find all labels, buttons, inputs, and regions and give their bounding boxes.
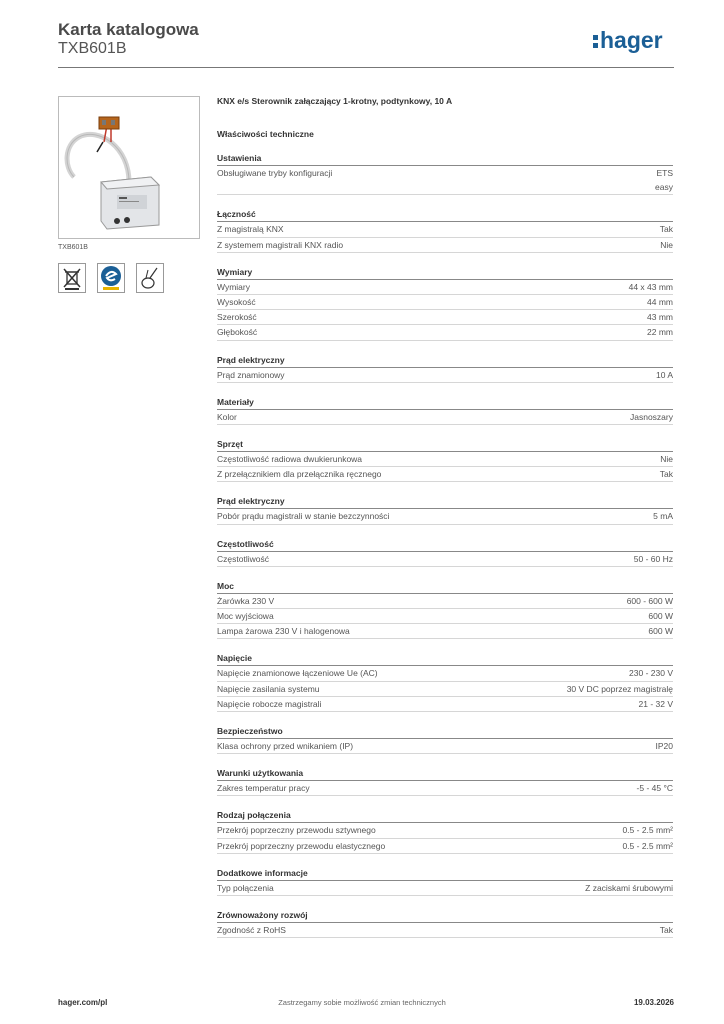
section-title: Sprzęt — [217, 438, 673, 452]
spec-label: Szerokość — [217, 312, 257, 323]
spec-value: 22 mm — [647, 327, 673, 338]
spec-value: 30 V DC poprzez magistralę — [566, 683, 673, 694]
spec-value: 0.5 - 2.5 mm² — [622, 840, 673, 851]
spec-value: IP20 — [655, 741, 673, 752]
spec-row — [217, 310, 673, 325]
spec-value: Nie — [660, 454, 673, 465]
section-title: Moc — [217, 580, 673, 594]
footer-date: 19.03.2026 — [633, 998, 674, 1007]
spec-value: 10 A — [655, 369, 673, 380]
spec-label: Typ połączenia — [217, 882, 274, 893]
spec-section — [217, 538, 673, 577]
spec-row — [217, 467, 673, 482]
knx-easy-icon — [97, 263, 125, 293]
section-title: Materiały — [217, 396, 673, 410]
spec-label: Wysokość — [217, 297, 256, 308]
spec-row — [217, 923, 673, 938]
spec-row — [217, 222, 673, 237]
hager-logo — [593, 26, 675, 56]
spec-row — [217, 552, 673, 567]
page-title: Karta katalogowa — [58, 20, 199, 39]
spec-value: 0.5 - 2.5 mm² — [622, 825, 673, 836]
spec-label: Z magistralą KNX — [217, 224, 284, 235]
spec-row — [217, 666, 673, 681]
spec-section — [217, 652, 673, 722]
spec-value: Jasnoszary — [630, 411, 673, 422]
section-title: Ustawienia — [217, 152, 673, 166]
spec-sections — [217, 152, 673, 948]
spec-value: 600 - 600 W — [626, 595, 673, 606]
spec-row — [217, 238, 673, 253]
spec-label: Zgodność z RoHS — [217, 925, 286, 936]
spec-label: Częstotliwość — [217, 553, 269, 564]
spec-label: Przekrój poprzeczny przewodu elastycznego — [217, 840, 386, 851]
footer-url: hager.com/pl — [58, 998, 108, 1007]
spec-row — [217, 624, 673, 639]
spec-row — [217, 368, 673, 383]
section-title: Napięcie — [217, 652, 673, 666]
section-title: Bezpieczeństwo — [217, 725, 673, 739]
spec-label: Napięcie znamionowe łączeniowe Ue (AC) — [217, 668, 378, 679]
section-title: Częstotliwość — [217, 538, 673, 552]
spec-label: Napięcie zasilania systemu — [217, 683, 320, 694]
spec-label: Obsługiwane tryby konfiguracji — [217, 168, 333, 178]
spec-label: Klasa ochrony przed wnikaniem (IP) — [217, 741, 354, 752]
spec-label: Moc wyjściowa — [217, 611, 274, 622]
spec-label: Kolor — [217, 411, 237, 422]
spec-value: ETS easy — [655, 168, 673, 193]
spec-value: 43 mm — [647, 312, 673, 323]
spec-row — [217, 881, 673, 896]
section-title: Prąd elektryczny — [217, 354, 673, 368]
product-code: TXB601B — [58, 40, 127, 57]
spec-label: Prąd znamionowy — [217, 369, 285, 380]
spec-section — [217, 152, 673, 205]
spec-section — [217, 438, 673, 492]
spec-value: 600 W — [648, 626, 673, 637]
spec-section — [217, 809, 673, 863]
spec-value: -5 - 45 °C — [636, 783, 673, 794]
spec-row — [217, 280, 673, 295]
spec-label: Częstotliwość radiowa dwukierunkowa — [217, 454, 363, 465]
spec-row — [217, 410, 673, 425]
spec-value: 44 x 43 mm — [628, 281, 673, 292]
footer-disclaimer: Zastrzegamy sobie możliwość zmian technicznych — [278, 998, 446, 1007]
image-caption: TXB601B — [58, 244, 88, 251]
spec-value: Z zaciskami śrubowymi — [585, 882, 673, 893]
spec-label: Z systemem magistrali KNX radio — [217, 239, 344, 250]
spec-label: Pobór prądu magistrali w stanie bezczynności — [217, 511, 390, 522]
section-title: Wymiary — [217, 266, 673, 280]
spec-value: Tak — [659, 925, 673, 936]
spec-section — [217, 580, 673, 650]
spec-row — [217, 509, 673, 524]
spec-label: Wymiary — [217, 281, 250, 292]
section-title: Prąd elektryczny — [217, 495, 673, 509]
brand-text: hager — [600, 27, 663, 53]
knx-cable-icon — [136, 263, 164, 293]
spec-row — [217, 781, 673, 796]
spec-row — [217, 295, 673, 310]
spec-row — [217, 839, 673, 854]
spec-value: 44 mm — [647, 297, 673, 308]
spec-row — [217, 682, 673, 697]
section-title: Łączność — [217, 208, 673, 222]
spec-section — [217, 266, 673, 351]
spec-row — [217, 739, 673, 754]
header-divider — [58, 67, 674, 68]
spec-row — [217, 609, 673, 624]
spec-row — [217, 166, 673, 195]
spec-content — [217, 95, 673, 948]
properties-heading: Właściwości techniczne — [217, 129, 314, 139]
spec-value: 600 W — [648, 611, 673, 622]
spec-section — [217, 208, 673, 262]
spec-row — [217, 452, 673, 467]
section-title: Rodzaj połączenia — [217, 809, 673, 823]
spec-section — [217, 396, 673, 435]
spec-label: Przekrój poprzeczny przewodu sztywnego — [217, 825, 376, 836]
spec-row — [217, 325, 673, 340]
spec-value: Tak — [659, 469, 673, 480]
spec-value: 5 mA — [653, 511, 673, 522]
spec-label: Głębokość — [217, 327, 258, 338]
spec-section — [217, 495, 673, 534]
spec-value: Nie — [660, 239, 673, 250]
spec-value: 50 - 60 Hz — [633, 553, 673, 564]
spec-section — [217, 909, 673, 948]
section-title: Warunki użytkowania — [217, 767, 673, 781]
spec-label: Napięcie robocze magistrali — [217, 698, 322, 709]
spec-section — [217, 767, 673, 806]
spec-label: Zakres temperatur pracy — [217, 783, 310, 794]
spec-section — [217, 725, 673, 764]
spec-value: 21 - 32 V — [638, 698, 673, 709]
spec-row — [217, 823, 673, 838]
spec-row — [217, 697, 673, 712]
spec-row — [217, 594, 673, 609]
product-title: KNX e/s Sterownik załączający 1-krotny, podtynkowy, 10 A — [217, 96, 453, 106]
spec-label: Lampa żarowa 230 V i halogenowa — [217, 626, 350, 637]
weee-icon — [58, 263, 86, 293]
section-title: Dodatkowe informacje — [217, 867, 673, 881]
section-title: Zrównoważony rozwój — [217, 909, 673, 923]
spec-value: 230 - 230 V — [629, 668, 673, 679]
product-image — [58, 96, 200, 239]
spec-label: Z przełącznikiem dla przełącznika ręcznego — [217, 469, 382, 480]
spec-section — [217, 867, 673, 906]
spec-value: Tak — [659, 224, 673, 235]
spec-label: Żarówka 230 V — [217, 595, 275, 606]
spec-section — [217, 354, 673, 393]
